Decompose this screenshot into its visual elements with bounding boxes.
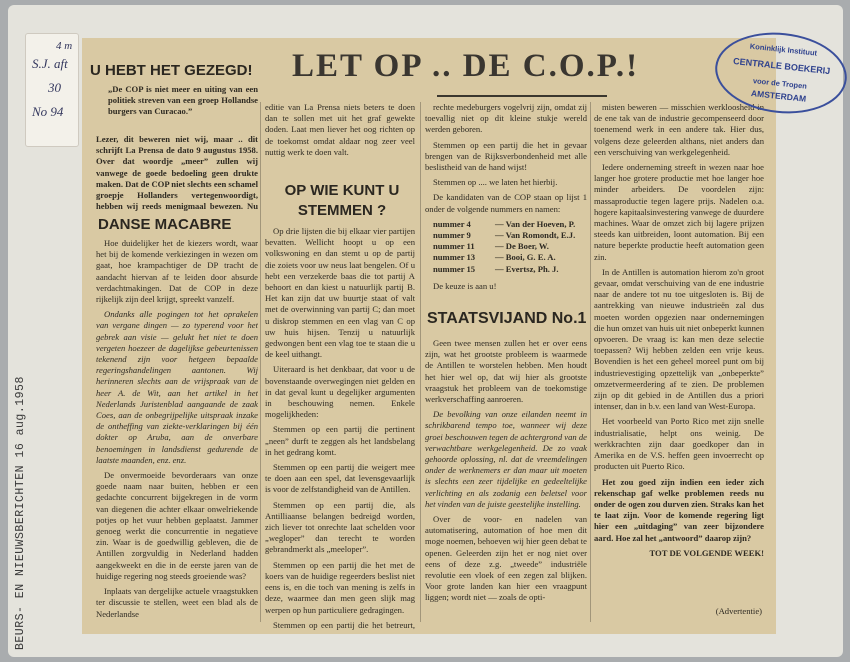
col3-body: Geen twee mensen zullen het er over eens zijn, wat het grootste probleem is waarmede de Antillen te worstelen hebben. Men houdt het hier wel op, dat wij hier als grootste vraagstuk het probleem van de toekomstige werkverschaffing aanroeren. De bevolking van onze eilanden neemt in schrikbarend tempo toe, wanneer wij deze groei beschouwen tegen de achtergrond van de verwachtbare werkgelegenheid. De zo vaak gehoorde oplossing, nl. dat de vreemdelingen onder de werknemers er dan maar uit moeten is slechts een zeer tijdelijke en gedeeltelijke verlichting en als zodanig een beletsel voor het vinden van de juiste geestelijke instelling. Over de voor- en nadelen van automatisering, automation of hoe men dit moge noemen, behoeven wij hier geen debat te openen. Geleerden zijn het er nog niet over eens of deze z.g. „tweede” industriële revolutie een vloek of een zegen zal blijken. Voor grote landen kan hier een vraagpunt liggen; wordt niet — zoals de opti- (425, 338, 587, 603)
tag-line-3: 30 (48, 80, 61, 95)
col2-body: Op drie lijsten die bij elkaar vier partijen bevatten. Wellicht hoopt u op een volkswoning en dan stemt u op de partij die zoiets voor uw neus laat bengelen. Of u hebt een verzekerde baas die tot partij A behoort en dan kiest u natuurlijk partij B. Het kan zijn dat uw buurtje staat of valt met de overwinning van partij C; dan moet u diskrop stemmen en een vlag van C op uw huis hijsen. Tenzij u natuurlijk gedwongen bent een vlag toe te staan die u de keel uithangt. Uiteraard is het denkbaar, dat voor u de bovenstaande overwegingen niet gelden en in dat geval kunt u degelijker argumenten in beschouwing nemen. Enkele mogelijkheden: Stemmen op een partij die pertinent „neen” durft te zeggen als het landsbelang in het gedrang komt. Stemmen op een partij die weigert mee te doen aan een spel, dat levensgevaarlijk is voor de zelfstandigheid van de Antillen. Stemmen op een partij die, als Antilliaanse belangen bedreigd worden, zich liever tot onrechte laat schelden voor „wegloper” dan terecht te worden gebrandmerkt als „meeloper”. Stemmen op een partij die het met de koers van de huidige regeerders beslist niet eens is, en die toch van mening is zelfs in deze, waarmee dan men geen slijk mag werpen op hun particuliere gedragingen. Stemmen op een partij die het betreurt, (265, 226, 415, 630)
handwritten-tag (25, 33, 79, 147)
archive-label: BEURS- EN NIEUWSBERICHTEN 16 aug.1958 (14, 376, 27, 650)
advertisement-label: (Advertentie) (715, 606, 762, 616)
library-stamp: Koninklijk Instituut CENTRALE BOEKERIJ voor de Tropen AMSTERDAM (711, 26, 850, 119)
col1-quote: „De COP is niet meer en uiting van een politiek streven van een groep Hollandse burgers van Curacao.” (108, 84, 258, 117)
tag-line-4: No 94 (32, 104, 64, 119)
newspaper-clipping (82, 38, 776, 634)
col3-top: rechte medeburgers vogelvrij zijn, omdat zij toevallig niet op dit kleine stukje wereld werden geboren. Stemmen op een partij die het in gevaar brengen van de Rijksverbondenheid met alle beslistheid van de hand wijst! Stemmen op .... we laten het hierbij. De kandidaten van de COP staan op lijst 1 onder de volgende nummers en namen: nummer 4 — Van der Hoeven, P. nummer 9 — Van Romondt, E.J. nummer 11 — De Boer, W. nummer 13 — Booi, G. E. A. nummer 15 — Evertsz, Ph. J. De keuze is aan u! (425, 102, 587, 291)
col1-body: Hoe duidelijker het de kiezers wordt, waar het bij de komende verkiezingen in wezen om gaat, hoe krampachtiger de DP tracht de aandacht hiervan af te leiden door absurde verdachtmakingen. Dat de COP in deze rijkelijk zijn deel krijgt, spreekt vanzelf. Ondanks alle pogingen tot het oprakelen van vergane dingen — zo typerend voor het gebrek aan visie — gelukt het niet te doen vergeten hoezeer de dagelijkse gebeurtenissen tekenend zijn voor hetgeen bepaalde regeringshandelingen aantonen. Wij herinneren slechts aan de vrijspraak van de heer A. de Wit, aan het artikel in het Nederlands Juristenblad aangaande de zaak Coes, aan de onbegrijpelijke uitspraak inzake de ontheffing van ziekte-verklaringen bij één dokter op Aruba, aan de onverbare benoemingen in landsdienst gedurende de laatste maanden, enz. enz. De onvermoeide bevorderaars van onze goede naam naar buiten, hebben er een gedachte concurrent bijgekregen in de vorm van diegenen die achter elkaar onwelriekende potjes op het vuur hebben geplaatst. Jammer genoeg werkt die concurrentie in negatieve zin. Waar is de goedwillig gebleven, die de Antillen zorgvuldig in Nederland hadden aangekweekt en die in de eerste jaren van de huidige regering nog steeds groeiende was? Inplaats van dergelijke actuele vraagstukken ter discussie te stellen, weet een blad als de Nederlandse (96, 238, 258, 619)
heading-op-wie: OP WIE KUNT U STEMMEN ? (284, 182, 400, 219)
column-divider (590, 102, 591, 622)
archive-label-strip (14, 280, 28, 650)
col2-intro: editie van La Prensa niets beters te doen dan te sollen met uit het graf gewekte doden. Laat men liever het oog richten op de toekomst omdat aldaar nog zeer veel nuttig werk te doen valt. (265, 102, 415, 157)
column-divider (260, 102, 261, 622)
tag-line-1: 4 m (56, 40, 73, 52)
candidate-row: nummer 4 — Van der Hoeven, P. (433, 218, 576, 229)
col4-body: misten beweren — misschien werkloosheid in de ene tak van de industrie gecompenseerd door toenemend werk in een andere tak. Hier dus, volgens deze geleerden althans, niet anders dan een verschuiving van werkgelegenheid. Iedere onderneming streeft in wezen naar hoe langer hoe grotere productie met hoe langer hoe minder arbeiders. De voordelen zijn: massaproductie tegen lagere prijs. Nadelen o.a. hogere kapitaalsinvestering vanwege de duurdere machines. Waar de omzet zich bij lagere prijzen steeds kan uitbreiden, loont automation. Bij een nature beperkte productie heeft automation geen zin. In de Antillen is automation hierom zo'n groot gevaar, omdat verschuiving van de ene industrie naar de andere tot nu toe uitgesloten is. Bij de aantrekking van nieuwe industrieën zal dus moeten worden opgezien naar ondernemingen die hun omzet van huis uit niet onbeperkt kunnen opvoeren. De vraag is: kan men deze selectie toepassen? Wij hebben zelden een vrije keus. Bovendien is het een geheel moreel punt om bij industrievestiging opzettelijk van „onbeperkte” omzetvermeerdering af te zien. De problemen zijn op dit gebied in de Antillen dus a priori intenser, dan in b.v. een land van West-Europa. Het voorbeeld van Porto Rico met zijn snelle industrialisatie, helpt ons weinig. De werkkrachten zijn daar goedkoper dan in Amerika en de V.S. heffen geen invoerrecht op producten uit Puerto Rico. Het zou goed zijn indien een ieder zich rekenschap gaf welke problemen reeds nu onder de ogen zou durven zien. Straks kan het te laat zijn. Voor de komende regering ligt hier een „uitdaging” van zeer bijzondere aard. Hoe zal het „antwoord” daarop zijn? TOT DE VOLGENDE WEEK! (594, 102, 764, 558)
candidate-row: nummer 13 — Booi, G. E. A. (433, 252, 556, 263)
tag-line-2: S.J. aft (32, 56, 68, 71)
candidate-list (433, 219, 587, 275)
title-rule (437, 95, 607, 97)
candidate-row: nummer 9 — Van Romondt, E.J. (433, 230, 576, 241)
heading-danse-macabre: DANSE MACABRE (98, 216, 232, 233)
heading-staatsvijand: STAATSVIJAND No.1 (427, 310, 587, 327)
candidate-row: nummer 15 — Evertsz, Ph. J. (433, 263, 559, 274)
column-divider (420, 102, 421, 622)
page-title: LET OP .. DE C.O.P.! (292, 48, 640, 84)
heading-gezegd: U HEBT HET GEZEGD! (90, 62, 253, 79)
col1-intro: Lezer, dit beweren niet wij, maar .. dit schrijft La Prensa de dato 9 augustus 1958. Over dat woordje „meer” zullen wij vanwege de goede bedoeling geen drukte maken. Dat de COP niet slechts een schamel groepje Hollanders vertegenwoordigt, hebben wij reeds menigmaal bewezen. Nu (96, 134, 258, 212)
candidate-row: nummer 11 — De Boer, W. (433, 241, 549, 252)
